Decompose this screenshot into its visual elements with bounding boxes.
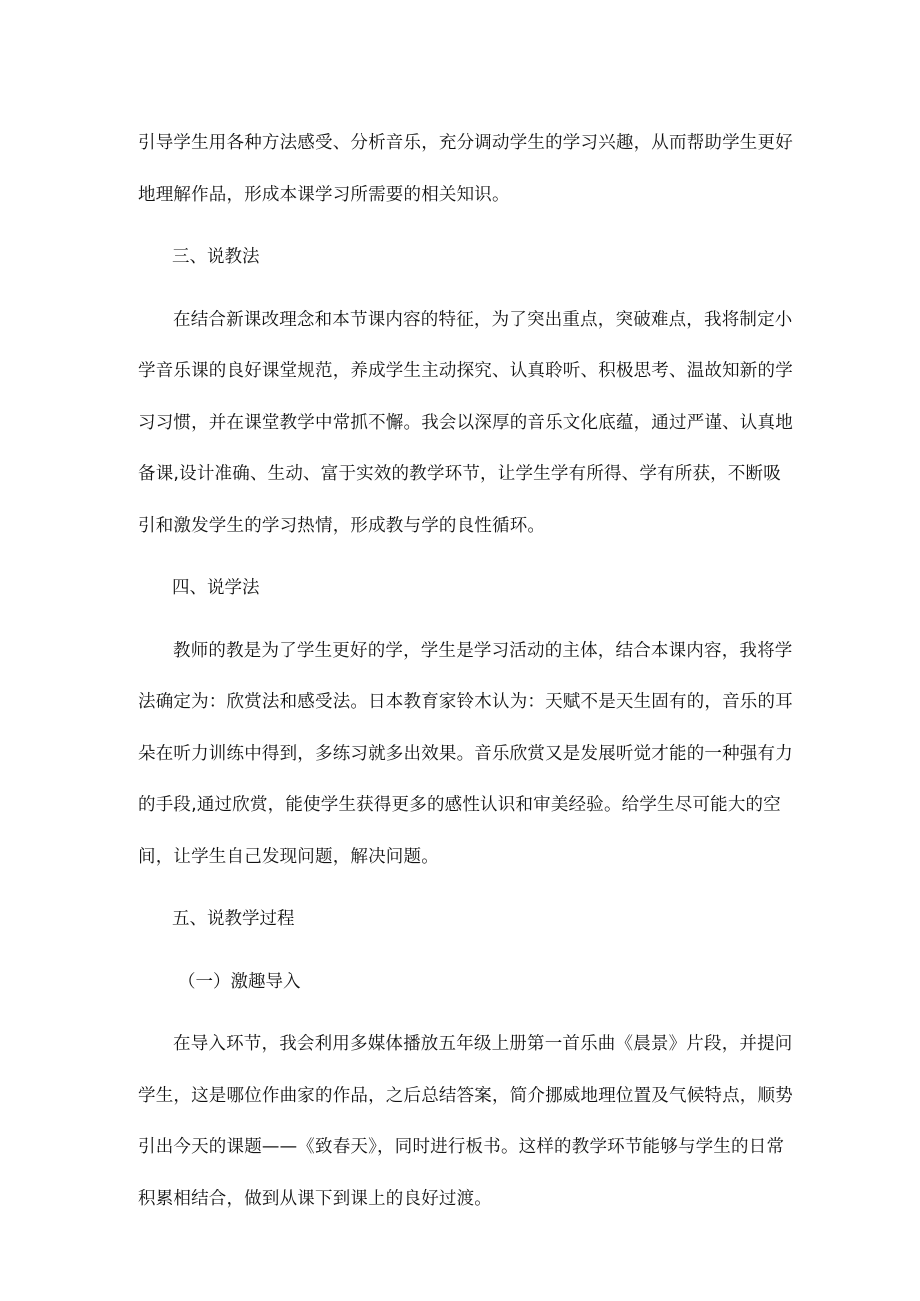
section-heading-teaching-method: 三、说教法: [172, 247, 260, 267]
document-body: [138, 118, 794, 1225]
section-heading-learning-method: 四、说学法: [172, 578, 260, 598]
section-heading-teaching-process: 五、说教学过程: [172, 909, 295, 929]
paragraph-introduction: 在导入环节，我会利用多媒体播放五年级上册第一首乐曲《晨景》片段，并提问学生，这是哪位作曲家的作品，之后总结答案，简介挪威地理位置及气候特点，顺势引出今天的课题——《致春天》，同时进行板书。这样的教学环节能够与学生的日常积累相结合，做到从课下到课上的良好过渡。: [138, 1034, 793, 1209]
paragraph-continuation: 引导学生用各种方法感受、分析音乐，充分调动学生的学习兴趣，从而帮助学生更好地理解作品，形成本课学习所需要的相关知识。: [138, 133, 793, 205]
subheading-introduction: （一）激趣导入: [178, 971, 301, 992]
paragraph-teaching-method: 在结合新课改理念和本节课内容的特征，为了突出重点，突破难点，我将制定小学音乐课的良好课堂规范，养成学生主动探究、认真聆听、积极思考、温故知新的学习习惯，并在课堂教学中常抓不懈。我会以深厚的音乐文化底蕴，通过严谨、认真地备课,设计准确、生动、富于实效的教学环节，让学生学有所得、学有所获，不断吸引和激发学生的学习热情，形成教与学的良性循环。: [138, 309, 793, 536]
paragraph-learning-method: 教师的教是为了学生更好的学，学生是学习活动的主体，结合本课内容，我将学法确定为：欣赏法和感受法。日本教育家铃木认为：天赋不是天生固有的，音乐的耳朵在听力训练中得到，多练习就多出效果。音乐欣赏又是发展听觉才能的一种强有力的手段,通过欣赏，能使学生获得更多的感性认识和审美经验。给学生尽可能大的空间，让学生自己发现问题，解决问题。: [138, 640, 793, 867]
